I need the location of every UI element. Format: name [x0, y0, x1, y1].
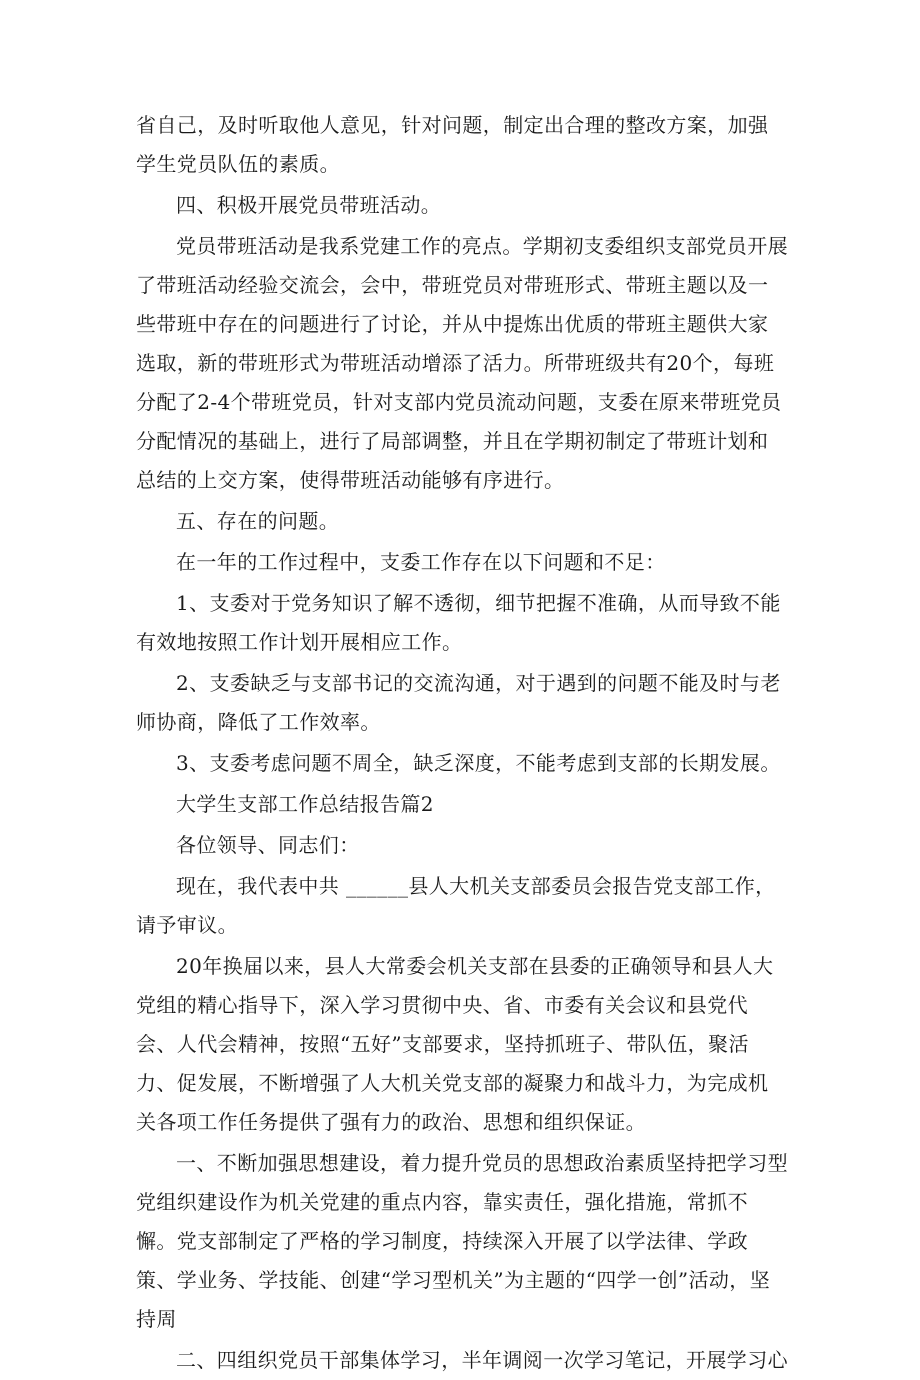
report-title: 大学生支部工作总结报告篇2: [176, 792, 434, 816]
document-body: [136, 106, 788, 1380]
report-intro-start: 现在，我代表中共: [176, 874, 346, 898]
paragraph-class-activity: 党员带班活动是我系党建工作的亮点。学期初支委组织支部党员开展了带班活动经验交流会，会中，带班党员对带班形式、带班主题以及一些带班中存在的问题进行了讨论，并从中提炼出优质的带班主题供大家选取，新的带班形式为带班活动增添了活力。所带班级共有20个，每班分配了2-4个带班党员，针对支部内党员流动问题，支委在原来带班党员分配情况的基础上，进行了局部调整，并且在学期初制定了带班计划和总结的上交方案，使得带班活动能够有序进行。: [136, 234, 788, 492]
paragraph-group-study: 二、四组织党员干部集体学习，半年调阅一次学习笔记，开展学习心: [176, 1348, 788, 1372]
section-heading-5: 五、存在的问题。: [176, 509, 340, 533]
section-heading-ideology: 一、不断加强思想建设，着力提升党员的思想政治素质坚持把学习型党组织建设作为机关党建的重点内容，靠实责任，强化措施，常抓不懈。党支部制定了严格的学习制度，持续深入开展了以学法律、学政策、学业务、学技能、创建“学习型机关”为主题的“四学一创”活动，坚持周: [136, 1151, 788, 1331]
paragraph-continuation: 省自己，及时听取他人意见，针对问题，制定出合理的整改方案，加强学生党员队伍的素质。: [136, 113, 769, 176]
paragraph-problems-intro: 在一年的工作过程中，支委工作存在以下问题和不足：: [176, 550, 666, 574]
report-intro: [136, 867, 788, 906]
report-intro-second-line: 请予审议。: [136, 913, 238, 937]
report-intro-end: 县人大机关支部委员会报告党支部工作，: [408, 874, 776, 898]
section-heading-4: 四、积极开展党员带班活动。: [176, 193, 442, 217]
list-item-problem-2: 2、支委缺乏与支部书记的交流沟通，对于遇到的问题不能及时与老师协商，降低了工作效率。: [136, 671, 781, 734]
paragraph-summary: 20年换届以来，县人大常委会机关支部在县委的正确领导和县人大党组的精心指导下，深入学习贯彻中央、省、市委有关会议和县党代会、人代会精神，按照“五好”支部要求，坚持抓班子、带队伍，聚活力、促发展，不断增强了人大机关党支部的凝聚力和战斗力，为完成机关各项工作任务提供了强有力的政治、思想和组织保证。: [136, 954, 774, 1134]
list-item-problem-3: 3、支委考虑问题不周全，缺乏深度，不能考虑到支部的长期发展。: [176, 751, 781, 775]
blank-field: ______: [345, 874, 409, 898]
salutation: 各位领导、同志们：: [176, 833, 360, 857]
list-item-problem-1: 1、支委对于党务知识了解不透彻，细节把握不准确，从而导致不能有效地按照工作计划开展相应工作。: [136, 591, 781, 654]
